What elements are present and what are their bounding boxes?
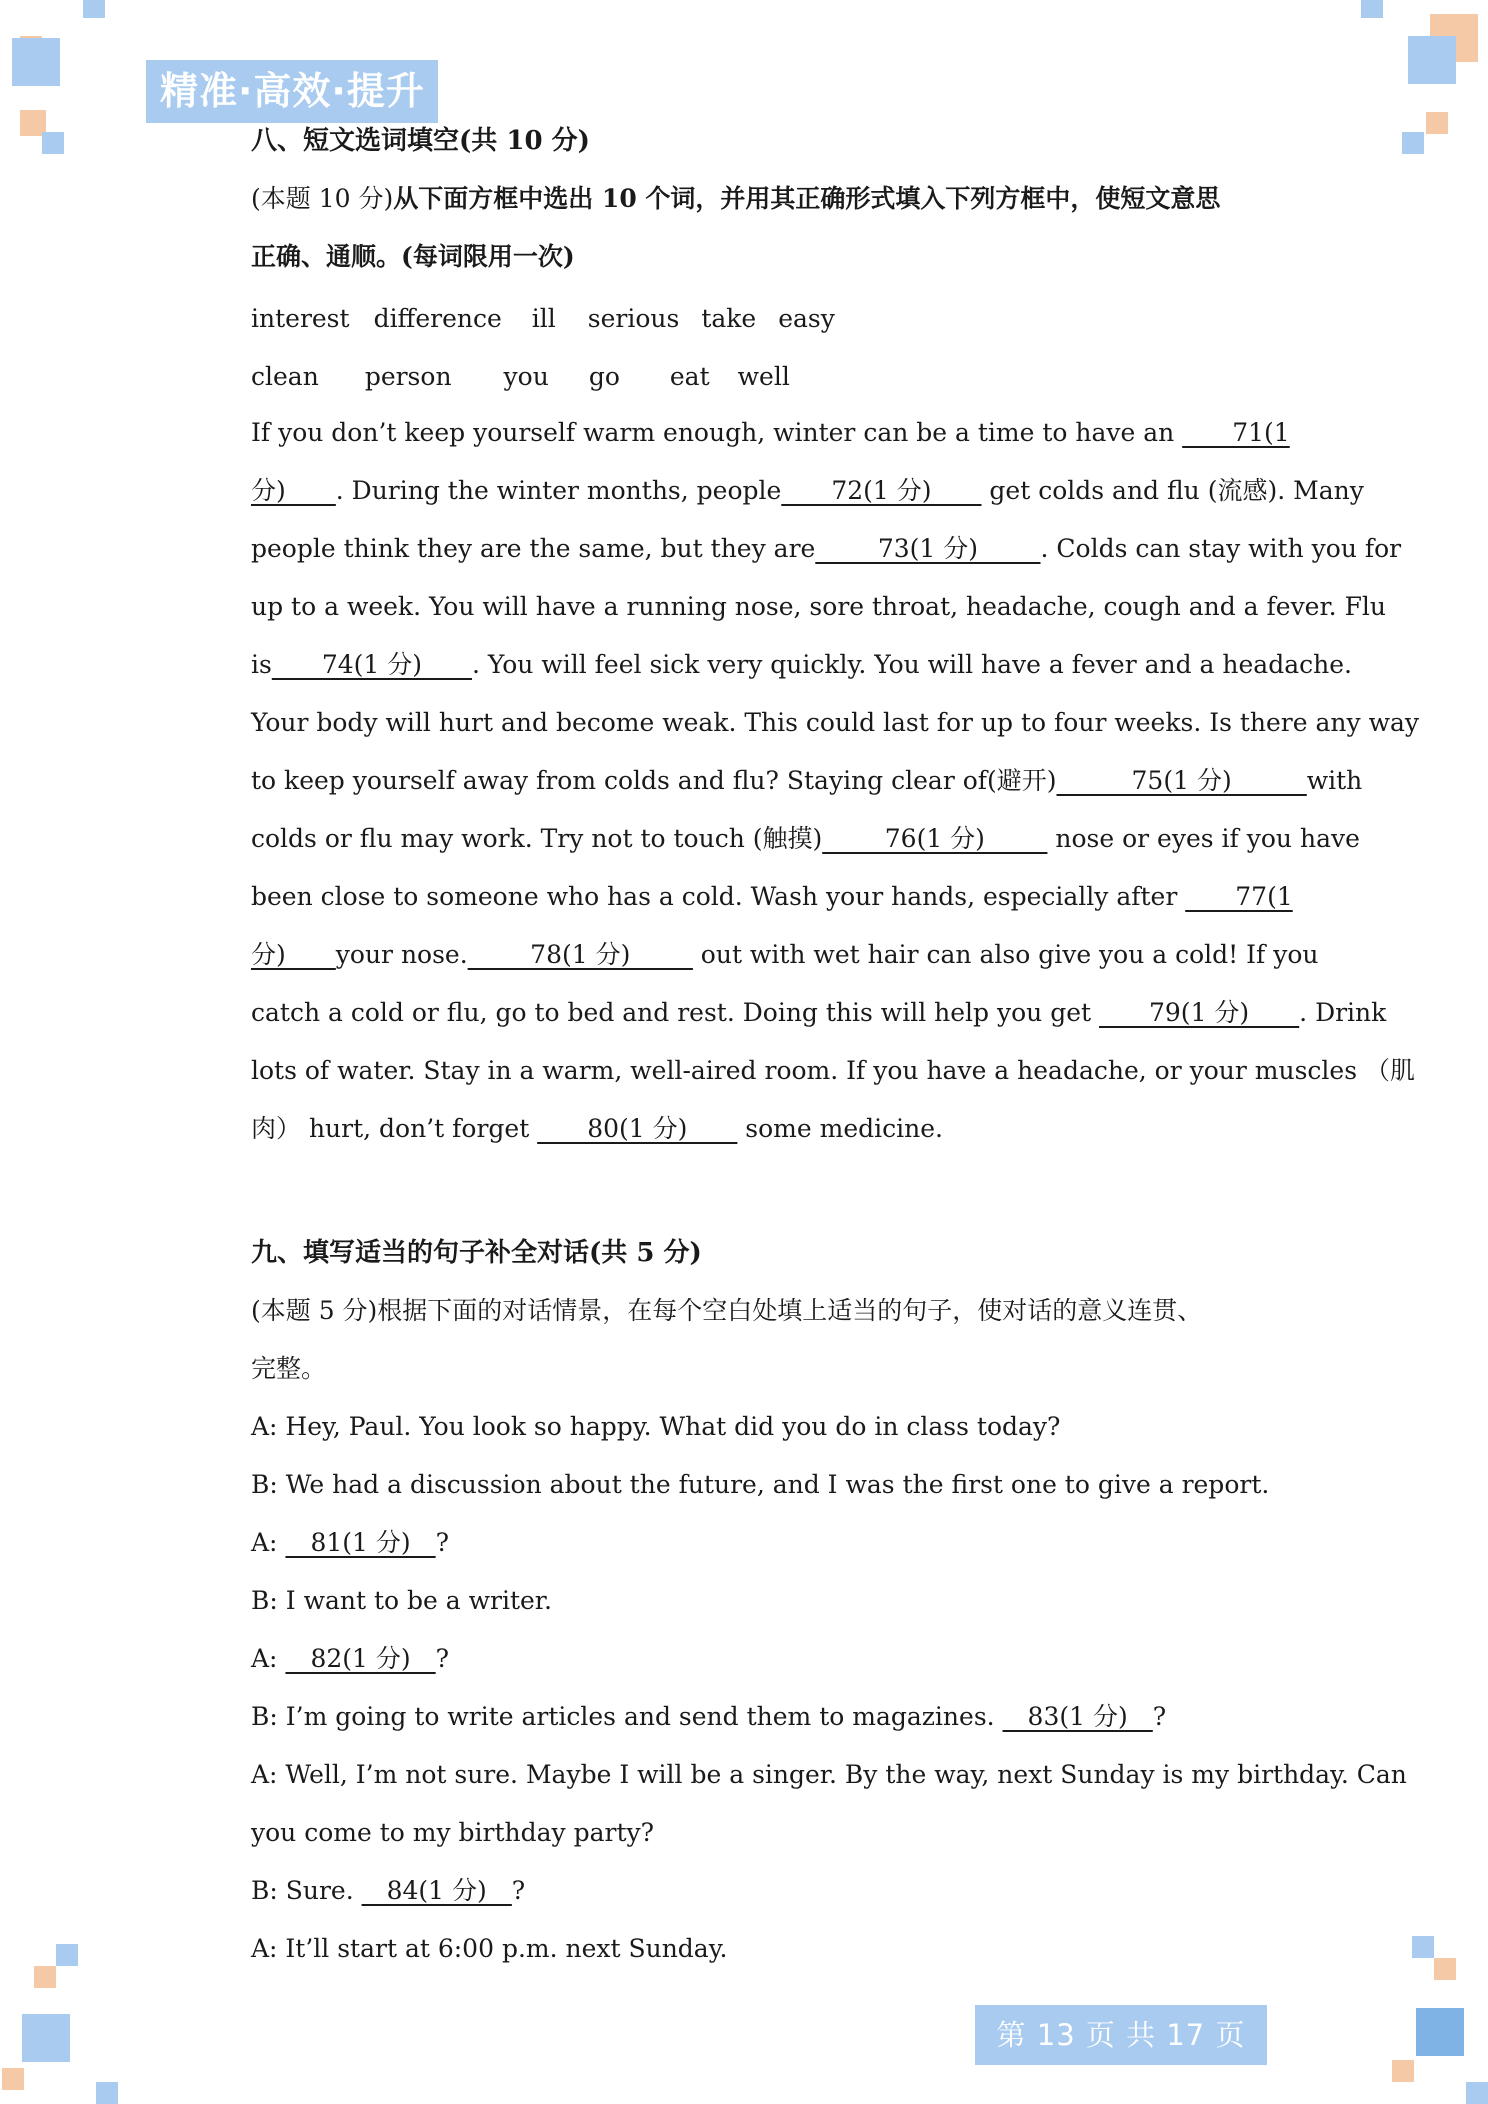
corner-square: [1392, 2060, 1414, 2082]
dialogue-line: B: We had a discussion about the future, and I was the first one to give a report.: [251, 1470, 1270, 1499]
passage-line: [251, 996, 1386, 1030]
blank-77[interactable]: ____77(1: [1185, 882, 1293, 911]
word-bank-word: interest: [251, 304, 350, 333]
blank-79[interactable]: ____79(1 分)____: [1099, 998, 1300, 1027]
blank-72[interactable]: ____72(1 分)____: [781, 476, 982, 505]
passage-text: been close to someone who has a cold. Wash your hands, especially after: [251, 882, 1186, 911]
blank-83[interactable]: __83(1 分)__: [1002, 1702, 1153, 1731]
word-bank-word: eat: [669, 362, 710, 391]
passage-text: . During the winter months, people: [335, 476, 782, 505]
word-bank-word: person: [364, 362, 452, 391]
blank-71[interactable]: ____71(1: [1182, 418, 1290, 447]
blank-73[interactable]: _____73(1 分)_____: [815, 534, 1041, 563]
passage-line: up to a week. You will have a running nose, sore throat, headache, cough and a fever. Flu: [251, 592, 1387, 621]
corner-square: [2, 2068, 24, 2090]
instr-bold: 从下面方框中选出 10 个词，并用其正确形式填入下列方框中，使短文意思: [393, 184, 1221, 213]
dialogue-text: A:: [251, 1644, 286, 1673]
corner-square: [1416, 2008, 1464, 2056]
corner-square: [1412, 1936, 1434, 1958]
blank-78[interactable]: _____78(1 分)_____: [467, 940, 693, 969]
dialogue-line: [251, 1700, 1166, 1734]
word-bank-word: difference: [373, 304, 502, 333]
dialogue-line: [251, 1874, 525, 1908]
passage-line: [251, 532, 1401, 566]
blank-76[interactable]: _____76(1 分)_____: [822, 824, 1048, 853]
passage-text: people think they are the same, but they are: [251, 534, 816, 563]
dialogue-text: ?: [435, 1644, 450, 1673]
passage-text: 肉） hurt, don’t forget: [251, 1114, 538, 1143]
passage-text: is: [251, 650, 272, 679]
word-bank-row-2: [251, 360, 790, 394]
dialogue-line: A: It’ll start at 6:00 p.m. next Sunday.: [251, 1934, 728, 1963]
passage-line: [251, 416, 1290, 450]
blank-84[interactable]: __84(1 分)__: [361, 1876, 512, 1905]
corner-square: [1402, 132, 1424, 154]
blank-71[interactable]: 分)____: [251, 476, 336, 505]
passage-line: [251, 474, 1364, 508]
blank-81[interactable]: __81(1 分)__: [285, 1528, 436, 1557]
passage-text: . Drink: [1299, 998, 1387, 1027]
corner-square: [83, 0, 105, 18]
passage-text: catch a cold or flu, go to bed and rest. Doing this will help you get: [251, 998, 1099, 1027]
section9-instructions-line2: 完整。: [251, 1354, 327, 1383]
dialogue-line: B: I want to be a writer.: [251, 1586, 552, 1615]
corner-square: [96, 2082, 118, 2104]
blank-74[interactable]: ____74(1 分)____: [271, 650, 472, 679]
section8-instructions-line2: 正确、通顺。(每词限用一次): [251, 242, 575, 271]
blank-75[interactable]: ______75(1 分)______: [1056, 766, 1307, 795]
dialogue-text: B: I’m going to write articles and send them to magazines.: [251, 1702, 1003, 1731]
corner-square: [56, 1944, 78, 1966]
passage-text: some medicine.: [737, 1114, 943, 1143]
passage-line: [251, 938, 1319, 972]
dialogue-text: B: Sure.: [251, 1876, 362, 1905]
dialogue-text: ?: [1152, 1702, 1167, 1731]
dialogue-line: you come to my birthday party?: [251, 1818, 655, 1847]
section8-instructions: [251, 182, 1220, 216]
passage-text: If you don’t keep yourself warm enough, winter can be a time to have an: [251, 418, 1183, 447]
dialogue-line: A: Well, I’m not sure. Maybe I will be a singer. By the way, next Sunday is my birthday. Can: [251, 1760, 1407, 1789]
corner-square: [34, 1966, 56, 1988]
corner-square: [1426, 112, 1448, 134]
blank-80[interactable]: ____80(1 分)____: [537, 1114, 738, 1143]
word-bank-word: take: [701, 304, 757, 333]
corner-square: [1466, 2082, 1488, 2104]
word-bank-word: clean: [251, 362, 319, 391]
section9-title: 九、填写适当的句子补全对话(共 5 分): [251, 1238, 702, 1268]
page-number: 第 13 页 共 17 页: [975, 2005, 1267, 2065]
dialogue-text: ?: [435, 1528, 450, 1557]
passage-line: [251, 1112, 943, 1146]
passage-text: . Colds can stay with you for: [1040, 534, 1402, 563]
passage-text: with: [1306, 766, 1363, 795]
passage-text: your nose.: [335, 940, 468, 969]
section9-instructions: (本题 5 分)根据下面的对话情景，在每个空白处填上适当的句子，使对话的意义连贯、: [251, 1296, 1203, 1325]
dialogue-line: [251, 1526, 449, 1560]
word-bank-row-1: [251, 302, 835, 336]
passage-text: colds or flu may work. Try not to touch (触摸): [251, 824, 823, 853]
word-bank-word: serious: [587, 304, 680, 333]
blank-82[interactable]: __82(1 分)__: [285, 1644, 436, 1673]
word-bank-word: go: [588, 362, 620, 391]
dialogue-text: A:: [251, 1528, 286, 1557]
dialogue-text: ?: [511, 1876, 526, 1905]
dialogue-line: A: Hey, Paul. You look so happy. What did you do in class today?: [251, 1412, 1061, 1441]
corner-square: [22, 2014, 70, 2062]
corner-square: [1361, 0, 1383, 18]
blank-77[interactable]: 分)____: [251, 940, 336, 969]
passage-line: [251, 764, 1362, 798]
section8-title: 八、短文选词填空(共 10 分): [251, 126, 590, 156]
passage-line: [251, 880, 1293, 914]
passage-line: [251, 822, 1360, 856]
instr-prefix: (本题 10 分): [251, 184, 394, 213]
word-bank-word: easy: [778, 304, 835, 333]
corner-square: [12, 38, 60, 86]
passage-text: to keep yourself away from colds and flu? Staying clear of(避开): [251, 766, 1057, 795]
word-bank-word: ill: [531, 304, 556, 333]
passage-text: nose or eyes if you have: [1047, 824, 1360, 853]
word-bank-word: you: [503, 362, 549, 391]
passage-line: [251, 648, 1352, 682]
passage-text: . You will feel sick very quickly. You will have a fever and a headache.: [472, 650, 1352, 679]
passage-line: Your body will hurt and become weak. This could last for up to four weeks. Is there any way: [251, 708, 1420, 737]
passage-line: lots of water. Stay in a warm, well-aired room. If you have a headache, or your muscles （肌: [251, 1056, 1415, 1085]
corner-square: [42, 132, 64, 154]
word-bank-word: well: [737, 362, 790, 391]
passage-text: out with wet hair can also give you a cold! If you: [692, 940, 1319, 969]
corner-square: [1434, 1958, 1456, 1980]
dialogue-line: [251, 1642, 449, 1676]
passage-text: get colds and flu (流感). Many: [981, 476, 1364, 505]
corner-square: [1408, 36, 1456, 84]
brand-banner: 精准·高效·提升: [146, 60, 438, 123]
